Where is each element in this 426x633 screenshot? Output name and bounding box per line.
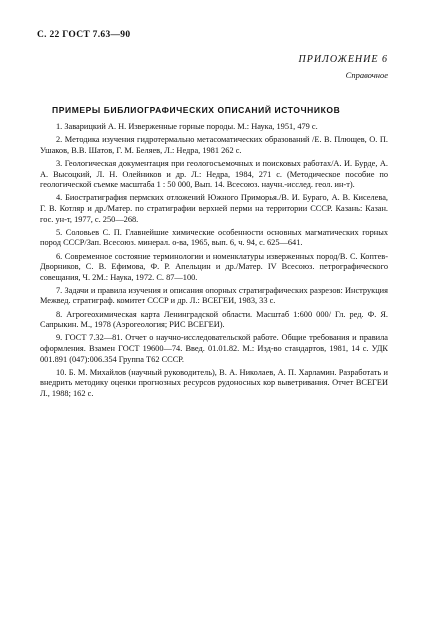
appendix-subtitle: Справочное — [345, 70, 388, 80]
bibliography-entry: 8. Агрогеохимическая карта Ленинградской области. Масштаб 1:600 000/ Гл. ред. Ф. Я. Сапрыкин. М., 1978 (Аэрогеология; РИС ВСЕГЕИ). — [40, 309, 388, 330]
bibliography-entry: 3. Геологическая документация при геологосъемочных и поисковых работах/А. И. Бурде, А. А. Высоцкий, Л. Н. Олейников и др. Л.: Недра, 1984, 271 с. (Методическое пособие по геологической съемке масштаба 1 : 50 000, Вып. 14. Всесоюз. научн.-исслед. геол. ин-т). — [40, 158, 388, 190]
page-header: С. 22 ГОСТ 7.63—90 — [37, 30, 131, 40]
bibliography-entry: 9. ГОСТ 7.32—81. Отчет о научно-исследовательской работе. Общие требования и правила оформления. Взамен ГОСТ 19600—74. Введ. 01.01.82. М.: Изд-во стандартов, 1981, 14 с. УДК 001.891 (047):006.354 Группа Т62 СССР. — [40, 333, 388, 364]
bibliography-entry: 5. Соловьев С. П. Главнейшие химические особенности основных магматических горных пород СССР/Зап. Всесоюз. минерал. о-ва, 1965, вып. 6, ч. 94, с. 625—641. — [40, 227, 388, 248]
appendix-title: ПРИЛОЖЕНИЕ 6 — [298, 54, 388, 65]
bibliography-entry: 2. Методика изучения гидротермально метасоматических образований /Е. В. Плющев, О. П. Ушаков, В.В. Шатов, Г. М. Беляев, Л.: Недра, 1981 262 с. — [40, 135, 388, 155]
bibliography-entry: 4. Биостратиграфия пермских отложений Южного Приморья./В. И. Бураго, А. В. Киселева, Г. В. Котляр и др./Матер. по стратиграфии верхней перми на территории СССР. Казань: Казан. гос. ун-т, 1977, с. 250—268. — [40, 193, 388, 224]
bibliography-entry: 1. Заварицкий А. Н. Изверженные горные породы. М.: Наука, 1951, 479 с. — [56, 122, 318, 131]
bibliography-entry: 10. Б. М. Михайлов (научный руководитель), В. А. Николаев, А. П. Харламин. Разработать и внедрить методику оценки прогнозных ресурсов рудоносных кор выветривания. Отчет ВСЕГЕИ Л., 1988; 162 с. — [40, 367, 388, 398]
bibliography-list — [40, 122, 388, 402]
bibliography-entry: 7. Задачи и правила изучения и описания опорных стратиграфических разрезов: Инструкция Межвед. стратиграф. комитет СССР и др. Л.: ВСЕГЕИ, 1983, 33 с. — [40, 285, 388, 306]
section-title: ПРИМЕРЫ БИБЛИОГРАФИЧЕСКИХ ОПИСАНИЙ ИСТОЧНИКОВ — [52, 105, 341, 115]
appendix-label — [299, 54, 389, 80]
bibliography-entry: 6. Современное состояние терминологии и номенклатуры изверженных пород/В. С. Коптев-Дворников, С. В. Ефимова, Ф. Р. Апельцин и др./Матер. IV Всесоюз. петрографического совещания, Ч. 2М.: Наука, 1972. С. 87—100. — [40, 251, 388, 282]
